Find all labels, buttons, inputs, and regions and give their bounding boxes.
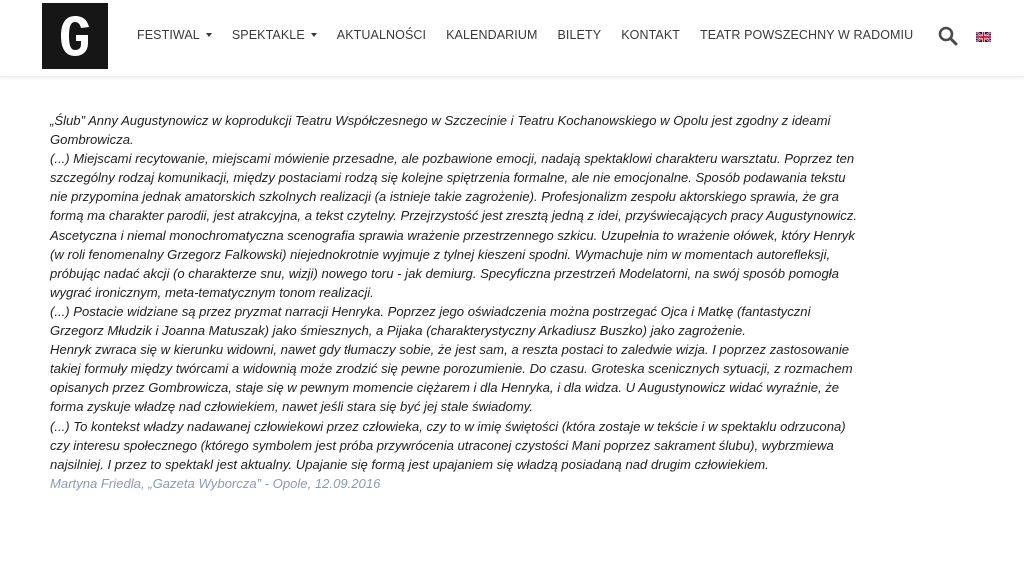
article-signature: Martyna Friedla, „Gazeta Wyborcza” - Opole, 12.09.2016 <box>50 475 381 491</box>
logo-g-icon <box>55 13 95 59</box>
nav-spektakle-label: SPEKTAKLE <box>231 28 305 42</box>
caret-down-icon <box>206 33 212 37</box>
nav-bilety[interactable]: BILETY <box>557 28 602 42</box>
caret-down-icon <box>311 33 317 37</box>
nav-aktualnosci[interactable]: AKTUALNOŚCI <box>336 28 427 42</box>
uk-flag-icon[interactable] <box>976 29 991 39</box>
nav-spektakle[interactable] <box>232 28 317 42</box>
nav-kontakt[interactable]: KONTAKT <box>621 28 680 42</box>
article-paragraph-4: (...) Postacie widziane są przez pryzmat narracji Henryka. Poprzez jego oświadczenia można postrzegać Ojca i Matkę (fantastyczni Grzegorz Młudzik i Joanna Matuszak) jako śmiesznych, a Pijaka (charakterystyczny Arkadiusz Buszko) jako zagrożenie. <box>50 303 811 339</box>
article-paragraph-5: Henryk zwraca się w kierunku widowni, nawet gdy tłumaczy sobie, że jest sam, a reszta postaci to zaledwie wizja. I poprzez zastosowanie takiej formuły między twórcami a widownią może zrodzić się pewne porozumienie. Do czasu. Groteska scenicznych sytuacji, z rozmachem opisanych przez Gombrowicza, staje się w pewnym momencie ciężarem i dla Henryka, i dla widza. U Augustynowicz widać wyraźnie, że forma zyskuje władzę nad człowiekiem, nawet jeśli stara się być jej stale świadomy. <box>50 342 853 415</box>
nav-festiwal[interactable] <box>137 28 212 42</box>
main-navigation <box>137 0 933 70</box>
site-logo[interactable] <box>42 3 108 69</box>
nav-festiwal-label: FESTIWAL <box>137 28 200 42</box>
article-paragraph-2: (...) Miejscami recytowanie, miejscami mówienie przesadne, ale pozbawione emocji, nadają spektaklowi charakteru warsztatu. Poprzez ten szczególny rodzaj komunikacji, między postaciami rodzą się kolejne spiętrzenia formalne, ale nie emocjonalne. Sposób podawania tekstu nie przypomina jednak amatorskich szkolnych realizacji (a istnieje takie zagrożenie). Profesjonalizm zespołu aktorskiego sprawia, że gra formą ma charakter parodii, jest atrakcyjna, a tekst czytelny. Przejrzystość jest zresztą jedną z idei, przyświecających pracy Augustynowicz. <box>50 151 858 224</box>
nav-kalendarium[interactable]: KALENDARIUM <box>446 28 538 42</box>
nav-teatr-powszechny[interactable]: TEATR POWSZECHNY W RADOMIU <box>700 28 914 42</box>
article-paragraph-6: (...) To kontekst władzy nadawanej człowiekowi przez człowieka, czy to w imię świętości (która zostaje w tekście i w spektaklu odrzucona) czy interesu społecznego (którego symbolem jest próba przywrócenia utraconej czystości Mani poprzez sakrament ślubu), wybrzmiewa najsilniej. I przez to spektakl jest aktualny. Upajanie się formą jest upajaniem się władzą posiadaną nad drugim człowiekiem. <box>50 418 846 472</box>
article-paragraph-3: Ascetyczna i niemal monochromatyczna scenografia sprawia wrażenie przestrzennego szkicu. Uzupełnia to wrażenie ołówek, który Henryk (w roli fenomenalny Grzegorz Falkowski) niejednokrotnie wyjmuje z tylnej kieszeni spodni. Wymachuje nim w momentach autorefleksji, próbując nadać akcji (o charakterze snu, wizji) nowego toru - jak demiurg. Specyficzna przestrzeń Modelatorni, na swój sposób pomogła wygrać ironicznym, meta-tematycznym tonom realizacji. <box>50 227 855 300</box>
search-icon[interactable] <box>938 26 958 46</box>
review-article <box>50 111 862 493</box>
site-header <box>0 0 1024 77</box>
article-paragraph-1: „Ślub” Anny Augustynowicz w koprodukcji Teatru Współczesnego w Szczecinie i Teatru Kochanowskiego w Opolu jest zgodny z ideami Gombrowicza. <box>50 113 831 148</box>
